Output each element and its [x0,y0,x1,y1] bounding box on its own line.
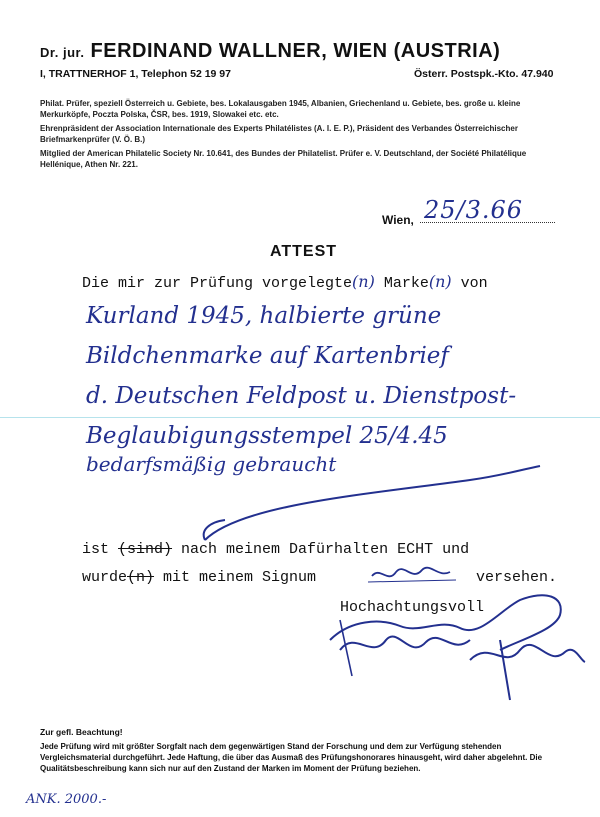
place-label: Wien, [382,213,414,227]
letterhead-postpk: Österr. Postspk.-Kto. 47.940 [414,68,554,80]
intro-part3: Marke [374,275,429,292]
statement-1c: nach meinem Dafürhalten ECHT und [172,541,470,558]
statement-1b: (sind) [118,541,173,558]
notes-heading: Zur gefl. Beachtung! [40,727,123,737]
intro-part5: von [451,275,488,292]
letterhead-expertise: Philat. Prüfer, speziell Österreich u. Gebiete, bes. Lokalausgaben 1945, Albanien, Griechenland u. Gebiete, bes. große u. kleine Merkurköpfe, Poczta Polska, ČSR, bes. 1919, Slowakei etc. etc. [40,99,521,119]
statement-1a: ist [82,541,119,558]
handwritten-line-4: Beglaubigungsstempel 25/4.45 [86,423,448,449]
handwritten-annotation: ANK. 2000.- [26,792,107,807]
intro-part1: Die mir zur Prüfung vorgelegte [82,275,353,292]
letterhead-address: I, TRATTNERHOF 1, Telephon 52 19 97 [40,68,231,80]
statement-2c: mit meinem Signum [154,569,317,586]
notes-text: Jede Prüfung wird mit größter Sorgfalt nach dem gegenwärtigen Stand der Forschung und dem zur Verfügung stehenden Vergleichsmaterial durchgeführt. Jede Haftung, die über das Ausmaß des Prüfungshonorares hinausgeht, wird daher abgelehnt. Die Qualitätsbeschreibung kann sich nur auf den Zustand der Marken im Moment der Prüfung beziehen. [40,742,543,773]
statement-2b: (n) [127,569,155,586]
letterhead-member: Mitglied der American Philatelic Society Nr. 10.641, des Bundes der Philatelist. Prüfer e. V. Deutschland, der Société Philatélique Hellénique, Athen Nr. 221. [40,149,527,169]
handwritten-line-1: Kurland 1945, halbierte grüne [86,303,442,329]
intro-plural-2: (n) [428,272,452,291]
letterhead-honorary: Ehrenpräsident der Association Internationale des Experts Philatélistes (A. I. E. P.), Präsident des Verbandes Österreichischer Briefmarkenprüfer (V. Ö. B.) [40,124,518,144]
closing-text: Hochachtungsvoll [340,599,485,616]
document-title: ATTEST [270,243,338,260]
handwritten-line-2: Bildchenmarke auf Kartenbrief [86,343,449,369]
intro-plural-1: (n) [352,272,375,291]
statement-2d: versehen. [476,569,558,586]
title-name: FERDINAND WALLNER, WIEN (AUSTRIA) [90,40,501,62]
handwritten-line-3: d. Deutschen Feldpost u. Dienstpost- [86,383,517,409]
statement-2a: wurde [82,569,128,586]
handwritten-line-5: bedarfsmäßig gebraucht [86,452,337,476]
title-prefix: Dr. jur. [40,45,85,60]
handwritten-date: 25/3.66 [424,196,524,224]
